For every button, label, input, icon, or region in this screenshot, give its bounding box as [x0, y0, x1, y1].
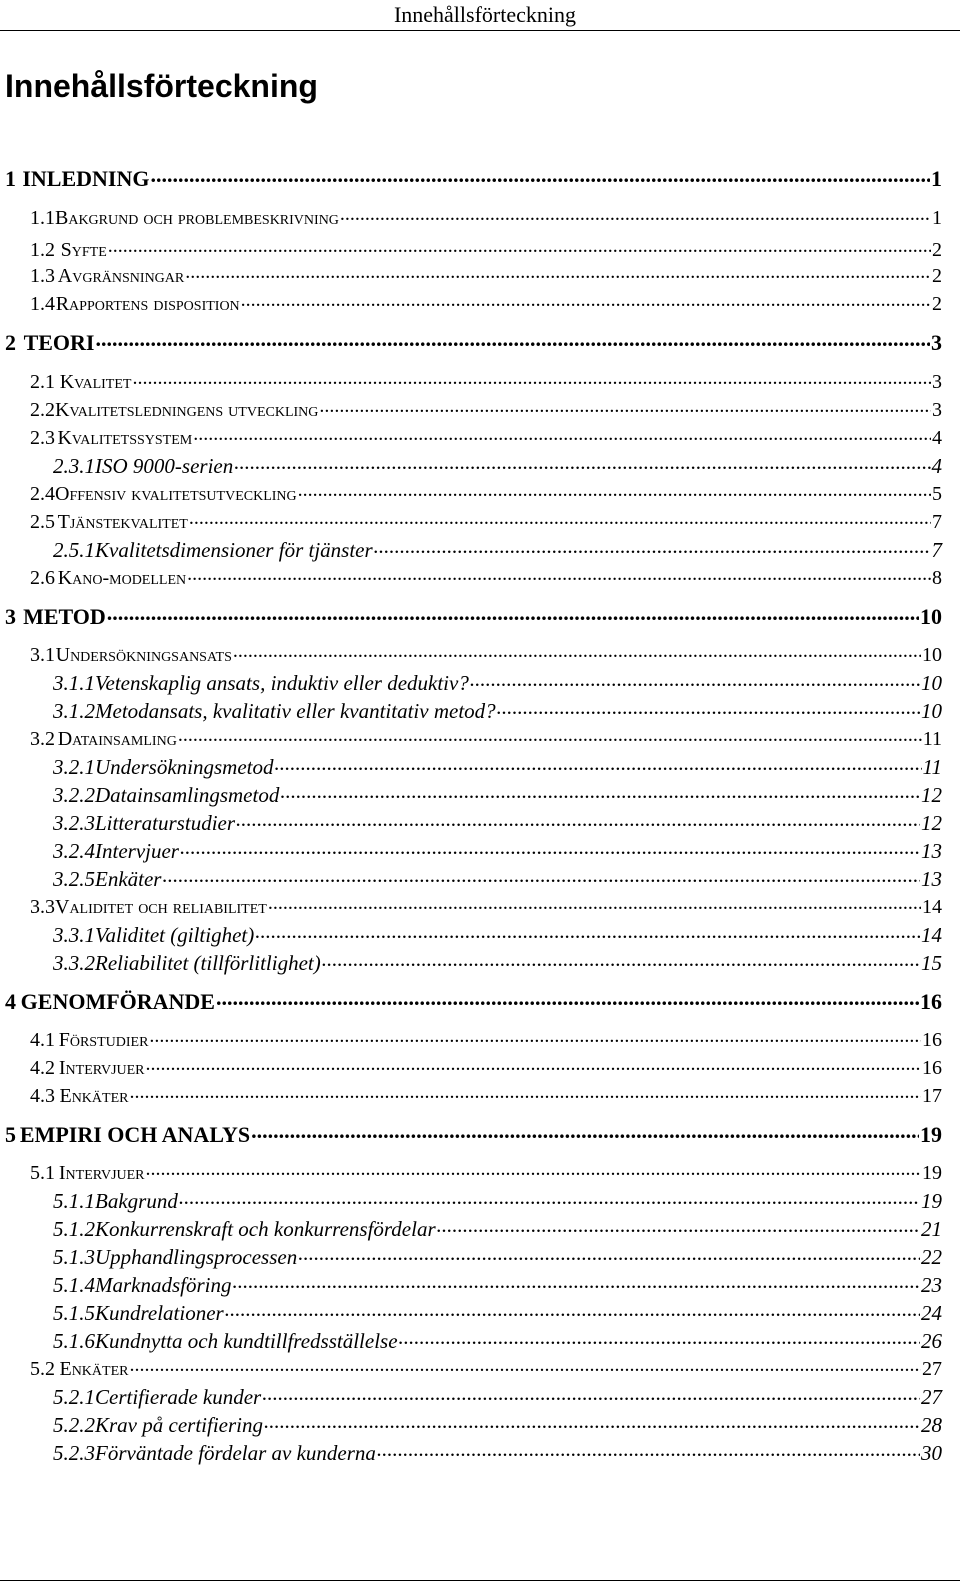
- toc-entry[interactable]: [53, 1191, 942, 1212]
- toc-entry[interactable]: [30, 400, 942, 420]
- toc-dot-leader: [268, 893, 921, 913]
- toc-entry-page-number: 14: [921, 923, 942, 947]
- toc-entry[interactable]: [5, 606, 942, 628]
- toc-entry[interactable]: [53, 925, 942, 946]
- toc-dot-leader: [399, 1327, 920, 1348]
- toc-entry-number: 3.1: [30, 644, 55, 666]
- toc-entry-title: Intervjuer: [58, 1162, 145, 1184]
- toc-entry-title: Litteraturstudier: [95, 811, 236, 835]
- toc-dot-leader: [178, 725, 922, 745]
- toc-entry-number: 2.2: [30, 399, 55, 421]
- toc-entry[interactable]: [53, 1275, 942, 1296]
- toc-entry-title: Intervjuer: [95, 839, 179, 863]
- toc-dot-leader: [280, 781, 920, 802]
- toc-entry-title: Vetenskaplig ansats, induktiv eller deduktiv?: [95, 671, 469, 695]
- toc-entry-title: Intervjuer: [58, 1057, 145, 1079]
- toc-entry-title: Metodansats, kvalitativ eller kvantitativ metod?: [95, 699, 496, 723]
- toc-entry-title: INLEDNING: [22, 166, 150, 191]
- toc-entry-number: 1.1: [30, 207, 55, 229]
- toc-entry-page-number: 17: [922, 1085, 942, 1107]
- toc-entry-page-number: 24: [921, 1301, 942, 1325]
- toc-entry-number: 5.2.3: [53, 1441, 95, 1465]
- toc-entry-page-number: 10: [921, 671, 942, 695]
- toc-dot-leader: [146, 1054, 921, 1074]
- toc-entry-page-number: 21: [921, 1217, 942, 1241]
- toc-entry[interactable]: [30, 208, 942, 228]
- toc-entry-number: 3.2.4: [53, 839, 95, 863]
- toc-entry-page-number: 11: [922, 755, 942, 779]
- toc-entry-page-number: 22: [921, 1245, 942, 1269]
- toc-entry-number: 5.1.1: [53, 1189, 95, 1213]
- toc-dot-leader: [234, 452, 930, 473]
- toc-entry-title: Certifierade kunder: [95, 1385, 262, 1409]
- toc-entry[interactable]: [53, 1443, 942, 1464]
- toc-entry[interactable]: [53, 540, 942, 561]
- toc-entry-title: Marknadsföring: [95, 1273, 232, 1297]
- toc-dot-leader: [216, 987, 919, 1009]
- toc-entry[interactable]: [30, 1359, 942, 1379]
- toc-entry-number: 3.1.1: [53, 671, 95, 695]
- toc-entry-title: Undersökningsmetod: [95, 755, 274, 779]
- toc-entry-title: Krav på certifiering: [95, 1413, 263, 1437]
- toc-entry-number: 5.2: [30, 1358, 55, 1380]
- toc-entry-page-number: 3: [932, 399, 942, 421]
- toc-dot-leader: [322, 949, 920, 970]
- toc-entry-number: 2.5.1: [53, 538, 95, 562]
- toc-entry-number: 5.1.2: [53, 1217, 95, 1241]
- toc-entry[interactable]: [30, 484, 942, 504]
- toc-entry-title: Datainsamling: [57, 728, 177, 750]
- toc-entry-number: 1.2: [30, 239, 55, 261]
- toc-entry[interactable]: [53, 953, 942, 974]
- toc-entry-title: Kundrelationer: [95, 1301, 224, 1325]
- toc-entry-page-number: 14: [922, 896, 942, 918]
- toc-entry-page-number: 16: [922, 1029, 942, 1051]
- page-title: Innehållsförteckning: [5, 68, 318, 104]
- toc-entry-number: 5.1.6: [53, 1329, 95, 1353]
- toc-entry-page-number: 28: [921, 1413, 942, 1437]
- toc-entry-title: Syfte: [60, 239, 107, 261]
- toc-dot-leader: [146, 1159, 921, 1179]
- toc-dot-leader: [180, 837, 920, 858]
- toc-entry-title: Kvalitetssystem: [57, 427, 193, 449]
- toc-entry-page-number: 19: [922, 1162, 942, 1184]
- toc-entry[interactable]: [53, 1219, 942, 1240]
- toc-entry[interactable]: [30, 729, 942, 749]
- toc-dot-leader: [108, 236, 931, 256]
- toc-entry-title: Förstudier: [58, 1029, 149, 1051]
- toc-entry[interactable]: [30, 897, 942, 917]
- toc-dot-leader: [149, 1026, 921, 1046]
- toc-entry[interactable]: [53, 841, 942, 862]
- toc-entry-page-number: 27: [921, 1385, 942, 1409]
- toc-entry[interactable]: [53, 1247, 942, 1268]
- toc-dot-leader: [340, 204, 931, 224]
- toc-dot-leader: [264, 1411, 920, 1432]
- toc-entry[interactable]: [30, 240, 942, 260]
- toc-dot-leader: [319, 396, 931, 416]
- toc-entry-number: 5.1.4: [53, 1273, 95, 1297]
- toc-entry-number: 4.2: [30, 1057, 55, 1079]
- toc-dot-leader: [151, 164, 931, 186]
- toc-dot-leader: [374, 536, 931, 557]
- toc-entry-title: Validitet och reliabilitet: [55, 896, 267, 918]
- toc-entry-page-number: 15: [921, 951, 942, 975]
- toc-entry[interactable]: [5, 332, 942, 354]
- toc-entry-title: Upphandlingsprocessen: [95, 1245, 298, 1269]
- toc-entry-number: 2.6: [30, 567, 55, 589]
- toc-dot-leader: [251, 1120, 919, 1142]
- toc-entry[interactable]: [30, 645, 942, 665]
- toc-entry-number: 3.2: [30, 728, 55, 750]
- toc-entry-number: 2.1: [30, 371, 55, 393]
- toc-entry[interactable]: [53, 813, 942, 834]
- toc-entry-number: 2.3: [30, 427, 55, 449]
- toc-entry-number: 2.4: [30, 483, 55, 505]
- toc-entry-number: 3.2.3: [53, 811, 95, 835]
- toc-entry-title: Kvalitetsdimensioner för tjänster: [95, 538, 373, 562]
- running-header-title: Innehållsförteckning: [393, 2, 576, 27]
- toc-entry-page-number: 27: [922, 1358, 942, 1380]
- toc-entry[interactable]: [53, 869, 942, 890]
- toc-entry-title: Förväntade fördelar av kunderna: [95, 1441, 376, 1465]
- toc-entry-page-number: 3: [932, 371, 942, 393]
- toc-entry-page-number: 1: [932, 207, 942, 229]
- toc-entry-page-number: 12: [921, 811, 942, 835]
- toc-entry-title: Bakgrund: [95, 1189, 178, 1213]
- toc-entry-title: Kvalitet: [59, 371, 132, 393]
- toc-entry-title: METOD: [23, 604, 106, 629]
- toc-dot-leader: [241, 290, 931, 310]
- toc-dot-leader: [193, 424, 931, 444]
- toc-entry[interactable]: [5, 168, 942, 190]
- toc-entry[interactable]: [53, 701, 942, 722]
- toc-entry-page-number: 7: [931, 538, 942, 562]
- toc-dot-leader: [225, 1299, 920, 1320]
- toc-dot-leader: [107, 602, 919, 624]
- toc-entry-page-number: 19: [921, 1189, 942, 1213]
- toc-entry-page-number: 16: [922, 1057, 942, 1079]
- toc-entry-page-number: 16: [920, 989, 942, 1014]
- toc-entry-title: Datainsamlingsmetod: [95, 783, 280, 807]
- toc-entry-page-number: 26: [921, 1329, 942, 1353]
- toc-entry-page-number: 11: [922, 728, 942, 750]
- toc-entry-number: 5.2.1: [53, 1385, 95, 1409]
- toc-entry-page-number: 12: [921, 783, 942, 807]
- toc-entry-page-number: 1: [931, 166, 942, 191]
- toc-entry-title: Konkurrenskraft och konkurrensfördelar: [95, 1217, 436, 1241]
- toc-dot-leader: [262, 1383, 920, 1404]
- toc-entry-title: Kundnytta och kundtillfredsställelse: [95, 1329, 398, 1353]
- toc-dot-leader: [129, 1355, 921, 1375]
- toc-dot-leader: [132, 368, 931, 388]
- toc-dot-leader: [185, 262, 931, 282]
- toc-entry-title: Avgränsningar: [57, 265, 185, 287]
- toc-entry-page-number: 10: [921, 699, 942, 723]
- toc-entry-page-number: 13: [921, 839, 942, 863]
- toc-dot-leader: [298, 480, 931, 500]
- toc-entry-title: Enkäter: [59, 1085, 129, 1107]
- toc-entry[interactable]: [30, 372, 942, 392]
- footer-rule: [0, 1580, 960, 1581]
- toc-entry-title: Kano-modellen: [57, 567, 187, 589]
- toc-dot-leader: [470, 669, 920, 690]
- toc-entry-number: 3: [5, 604, 16, 629]
- toc-entry-number: 2.5: [30, 511, 55, 533]
- toc-entry-number: 1: [5, 166, 16, 191]
- toc-entry-page-number: 10: [920, 604, 942, 629]
- toc-dot-leader: [298, 1243, 920, 1264]
- toc-entry-title: TEORI: [23, 330, 95, 355]
- toc-entry-number: 4: [5, 989, 16, 1014]
- toc-entry-number: 5: [5, 1122, 16, 1147]
- toc-entry-page-number: 13: [921, 867, 942, 891]
- toc-entry-title: GENOMFÖRANDE: [20, 989, 215, 1014]
- toc-entry-number: 5.1.3: [53, 1245, 95, 1269]
- toc-entry[interactable]: [53, 785, 942, 806]
- toc-entry[interactable]: [5, 1124, 942, 1146]
- toc-dot-leader: [189, 508, 931, 528]
- toc-entry-page-number: 8: [932, 567, 942, 589]
- toc-entry[interactable]: [53, 673, 942, 694]
- toc-entry-title: ISO 9000-serien: [95, 454, 234, 478]
- toc-entry-title: Kvalitetsledningens utveckling: [55, 399, 319, 421]
- toc-dot-leader: [233, 1271, 921, 1292]
- toc-dot-leader: [179, 1187, 920, 1208]
- toc-entry-number: 1.3: [30, 265, 55, 287]
- toc-entry[interactable]: [53, 456, 942, 477]
- toc-entry[interactable]: [30, 568, 942, 588]
- toc-dot-leader: [129, 1082, 921, 1102]
- toc-entry-title: Offensiv kvalitetsutveckling: [55, 483, 297, 505]
- toc-entry-page-number: 4: [932, 427, 942, 449]
- toc-entry-number: 3.2.1: [53, 755, 95, 779]
- toc-entry-number: 1.4: [30, 293, 55, 315]
- toc-entry-number: 3.3.1: [53, 923, 95, 947]
- toc-entry-page-number: 10: [922, 644, 942, 666]
- toc-entry[interactable]: [5, 991, 942, 1013]
- toc-entry[interactable]: [53, 1387, 942, 1408]
- toc-entry-number: 2: [5, 330, 16, 355]
- toc-entry[interactable]: [30, 1030, 942, 1050]
- toc-entry-number: 3.2.5: [53, 867, 95, 891]
- toc-entry-title: Reliabilitet (tillförlitlighet): [95, 951, 321, 975]
- toc-entry-page-number: 5: [932, 483, 942, 505]
- toc-dot-leader: [187, 564, 931, 584]
- toc-dot-leader: [162, 865, 920, 886]
- toc-entry-number: 3.3: [30, 896, 55, 918]
- toc-entry-page-number: 3: [931, 330, 942, 355]
- toc-entry-number: 2.3.1: [53, 454, 95, 478]
- toc-entry[interactable]: [53, 757, 942, 778]
- toc-entry-number: 5.2.2: [53, 1413, 95, 1437]
- toc-dot-leader: [255, 921, 920, 942]
- toc-entry[interactable]: [30, 266, 942, 286]
- toc-entry-number: 5.1: [30, 1162, 55, 1184]
- toc-entry-title: Enkäter: [95, 867, 162, 891]
- toc-entry[interactable]: [30, 512, 942, 532]
- toc-entry-number: 3.3.2: [53, 951, 95, 975]
- toc-entry-page-number: 30: [921, 1441, 942, 1465]
- toc-entry-page-number: 2: [931, 293, 942, 315]
- toc-entry[interactable]: [53, 1415, 942, 1436]
- toc-entry-title: Bakgrund och problembeskrivning: [55, 207, 339, 229]
- toc-dot-leader: [233, 641, 921, 661]
- toc-entry-title: Enkäter: [59, 1358, 129, 1380]
- toc-entry-number: 3.2.2: [53, 783, 95, 807]
- toc-dot-leader: [497, 697, 920, 718]
- toc-entry-title: Tjänstekvalitet: [57, 511, 188, 533]
- toc-entry-page-number: 2: [932, 239, 942, 261]
- toc-entry-page-number: 2: [932, 265, 942, 287]
- toc-dot-leader: [236, 809, 920, 830]
- toc-entry-page-number: 23: [921, 1273, 942, 1297]
- toc-entry[interactable]: [53, 1303, 942, 1324]
- toc-dot-leader: [377, 1439, 920, 1460]
- toc-entry-number: 5.1.5: [53, 1301, 95, 1325]
- toc-dot-leader: [274, 753, 921, 774]
- toc-dot-leader: [96, 328, 931, 350]
- toc-entry-title: Rapportens disposition: [55, 293, 240, 315]
- toc-entry[interactable]: [30, 1163, 942, 1183]
- toc-entry[interactable]: [30, 1058, 942, 1078]
- toc-entry[interactable]: [30, 428, 942, 448]
- toc-entry-title: Validitet (giltighet): [95, 923, 255, 947]
- toc-dot-leader: [437, 1215, 920, 1236]
- running-header: [0, 0, 960, 31]
- toc-entry-page-number: 4: [931, 454, 942, 478]
- toc-entry-page-number: 19: [920, 1122, 942, 1147]
- toc-entry-number: 3.1.2: [53, 699, 95, 723]
- toc-entry[interactable]: [30, 294, 942, 314]
- toc-entry[interactable]: [53, 1331, 942, 1352]
- toc-entry[interactable]: [30, 1086, 942, 1106]
- toc-entry-title: EMPIRI OCH ANALYS: [19, 1122, 251, 1147]
- toc-entry-title: Undersökningsansats: [55, 644, 232, 666]
- toc-entry-number: 4.3: [30, 1085, 55, 1107]
- toc-entry-number: 4.1: [30, 1029, 55, 1051]
- toc-entry-page-number: 7: [932, 511, 942, 533]
